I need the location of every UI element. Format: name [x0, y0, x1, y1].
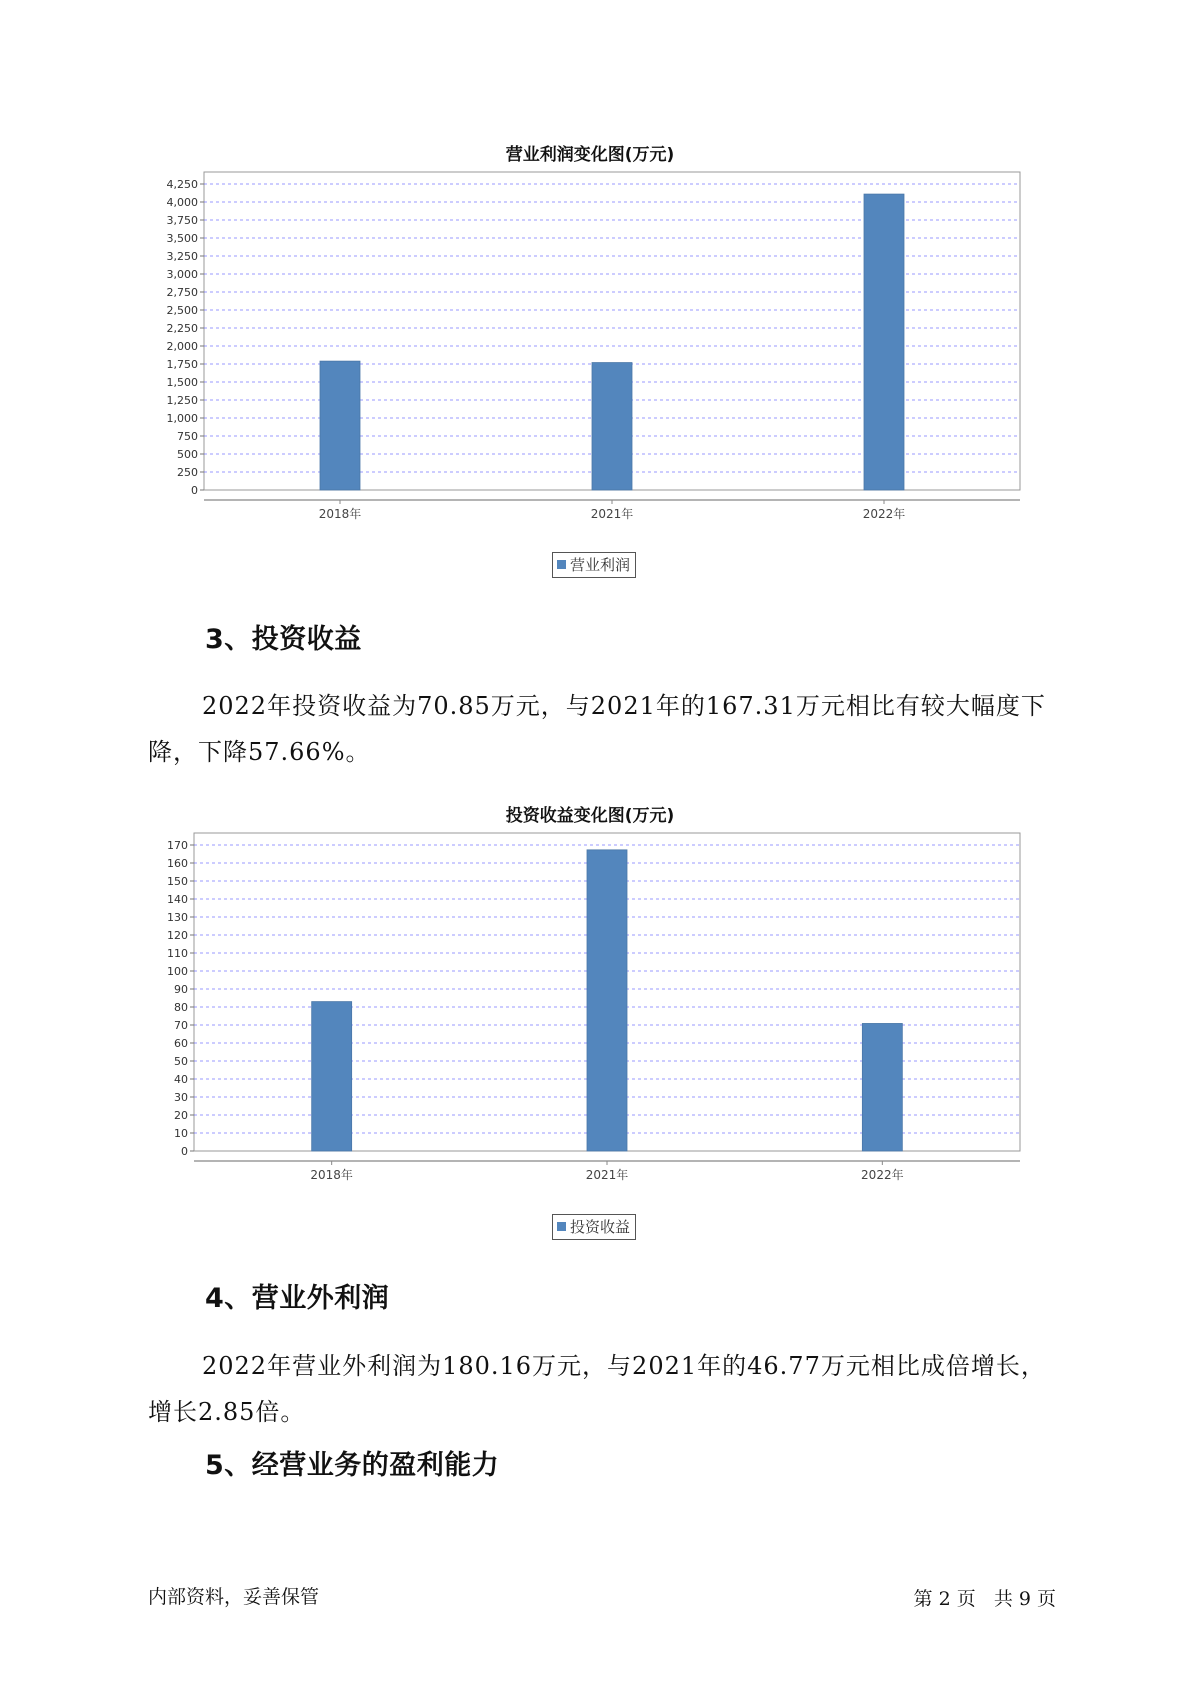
y-tick-label: 50: [174, 1055, 188, 1068]
footer-page-number: 第 2 页 共 9 页: [913, 1588, 1056, 1610]
legend-label: 投资收益: [570, 1218, 631, 1236]
y-tick-label: 3,500: [166, 232, 198, 245]
legend-label: 营业利润: [570, 556, 631, 574]
y-tick-label: 130: [167, 911, 188, 924]
section-4-heading: 4、营业外利润: [205, 1283, 390, 1314]
y-tick-label: 160: [167, 857, 188, 870]
y-tick-label: 1,500: [166, 376, 198, 389]
y-tick-label: 0: [181, 1145, 188, 1158]
y-tick-label: 4,000: [166, 196, 198, 209]
legend-swatch: [557, 560, 566, 569]
y-tick-label: 500: [177, 448, 198, 461]
bar: [312, 1002, 352, 1151]
y-tick-label: 1,000: [166, 412, 198, 425]
y-tick-label: 2,000: [166, 340, 198, 353]
x-tick-label: 2022年: [862, 507, 906, 521]
y-tick-label: 2,250: [166, 322, 198, 335]
y-tick-label: 2,500: [166, 304, 198, 317]
y-tick-label: 150: [167, 875, 188, 888]
y-tick-label: 3,750: [166, 214, 198, 227]
bar: [587, 850, 627, 1151]
chart-title: 投资收益变化图(万元): [505, 806, 675, 826]
y-tick-label: 60: [174, 1037, 188, 1050]
bar: [592, 363, 632, 490]
y-tick-label: 70: [174, 1019, 188, 1032]
y-tick-label: 4,250: [166, 178, 198, 191]
investment-income-chart: [150, 801, 1030, 1251]
section-5-heading: 5、经营业务的盈利能力: [205, 1450, 500, 1481]
y-tick-label: 250: [177, 466, 198, 479]
y-tick-label: 90: [174, 983, 188, 996]
y-tick-label: 3,250: [166, 250, 198, 263]
x-tick-label: 2018年: [318, 507, 362, 521]
chart-legend: [552, 1214, 636, 1240]
x-tick-label: 2018年: [310, 1168, 353, 1182]
operating-profit-chart-svg: [150, 170, 1030, 570]
investment-income-chart-svg: [150, 831, 1030, 1231]
y-tick-label: 10: [174, 1127, 188, 1140]
y-tick-label: 3,000: [166, 268, 198, 281]
y-tick-label: 1,750: [166, 358, 198, 371]
legend-swatch: [557, 1222, 566, 1231]
chart-title: 营业利润变化图(万元): [505, 145, 675, 165]
operating-profit-chart: [150, 140, 1030, 590]
y-tick-label: 750: [177, 430, 198, 443]
bar: [320, 361, 360, 490]
bar: [862, 1023, 902, 1151]
y-tick-label: 40: [174, 1073, 188, 1086]
bar: [864, 194, 904, 490]
y-tick-label: 30: [174, 1091, 188, 1104]
y-tick-label: 140: [167, 893, 188, 906]
y-tick-label: 100: [167, 965, 188, 978]
y-tick-label: 120: [167, 929, 188, 942]
footer-confidential-note: 内部资料，妥善保管: [148, 1586, 320, 1608]
y-tick-label: 110: [167, 947, 188, 960]
x-tick-label: 2021年: [590, 507, 634, 521]
section-3-heading: 3、投资收益: [205, 624, 362, 655]
section-4-paragraph: 2022年营业外利润为180.16万元，与2021年的46.77万元相比成倍增长，增长2.85倍。: [148, 1352, 1046, 1426]
y-tick-label: 0: [191, 484, 198, 497]
x-tick-label: 2021年: [585, 1168, 629, 1182]
chart-legend: [552, 552, 636, 578]
y-tick-label: 2,750: [166, 286, 198, 299]
y-tick-label: 170: [167, 839, 188, 852]
y-tick-label: 1,250: [166, 394, 198, 407]
y-tick-label: 20: [174, 1109, 188, 1122]
y-tick-label: 80: [174, 1001, 188, 1014]
x-tick-label: 2022年: [861, 1168, 904, 1182]
section-3-paragraph: 2022年投资收益为70.85万元，与2021年的167.31万元相比有较大幅度下降，下降57.66%。: [148, 692, 1046, 766]
